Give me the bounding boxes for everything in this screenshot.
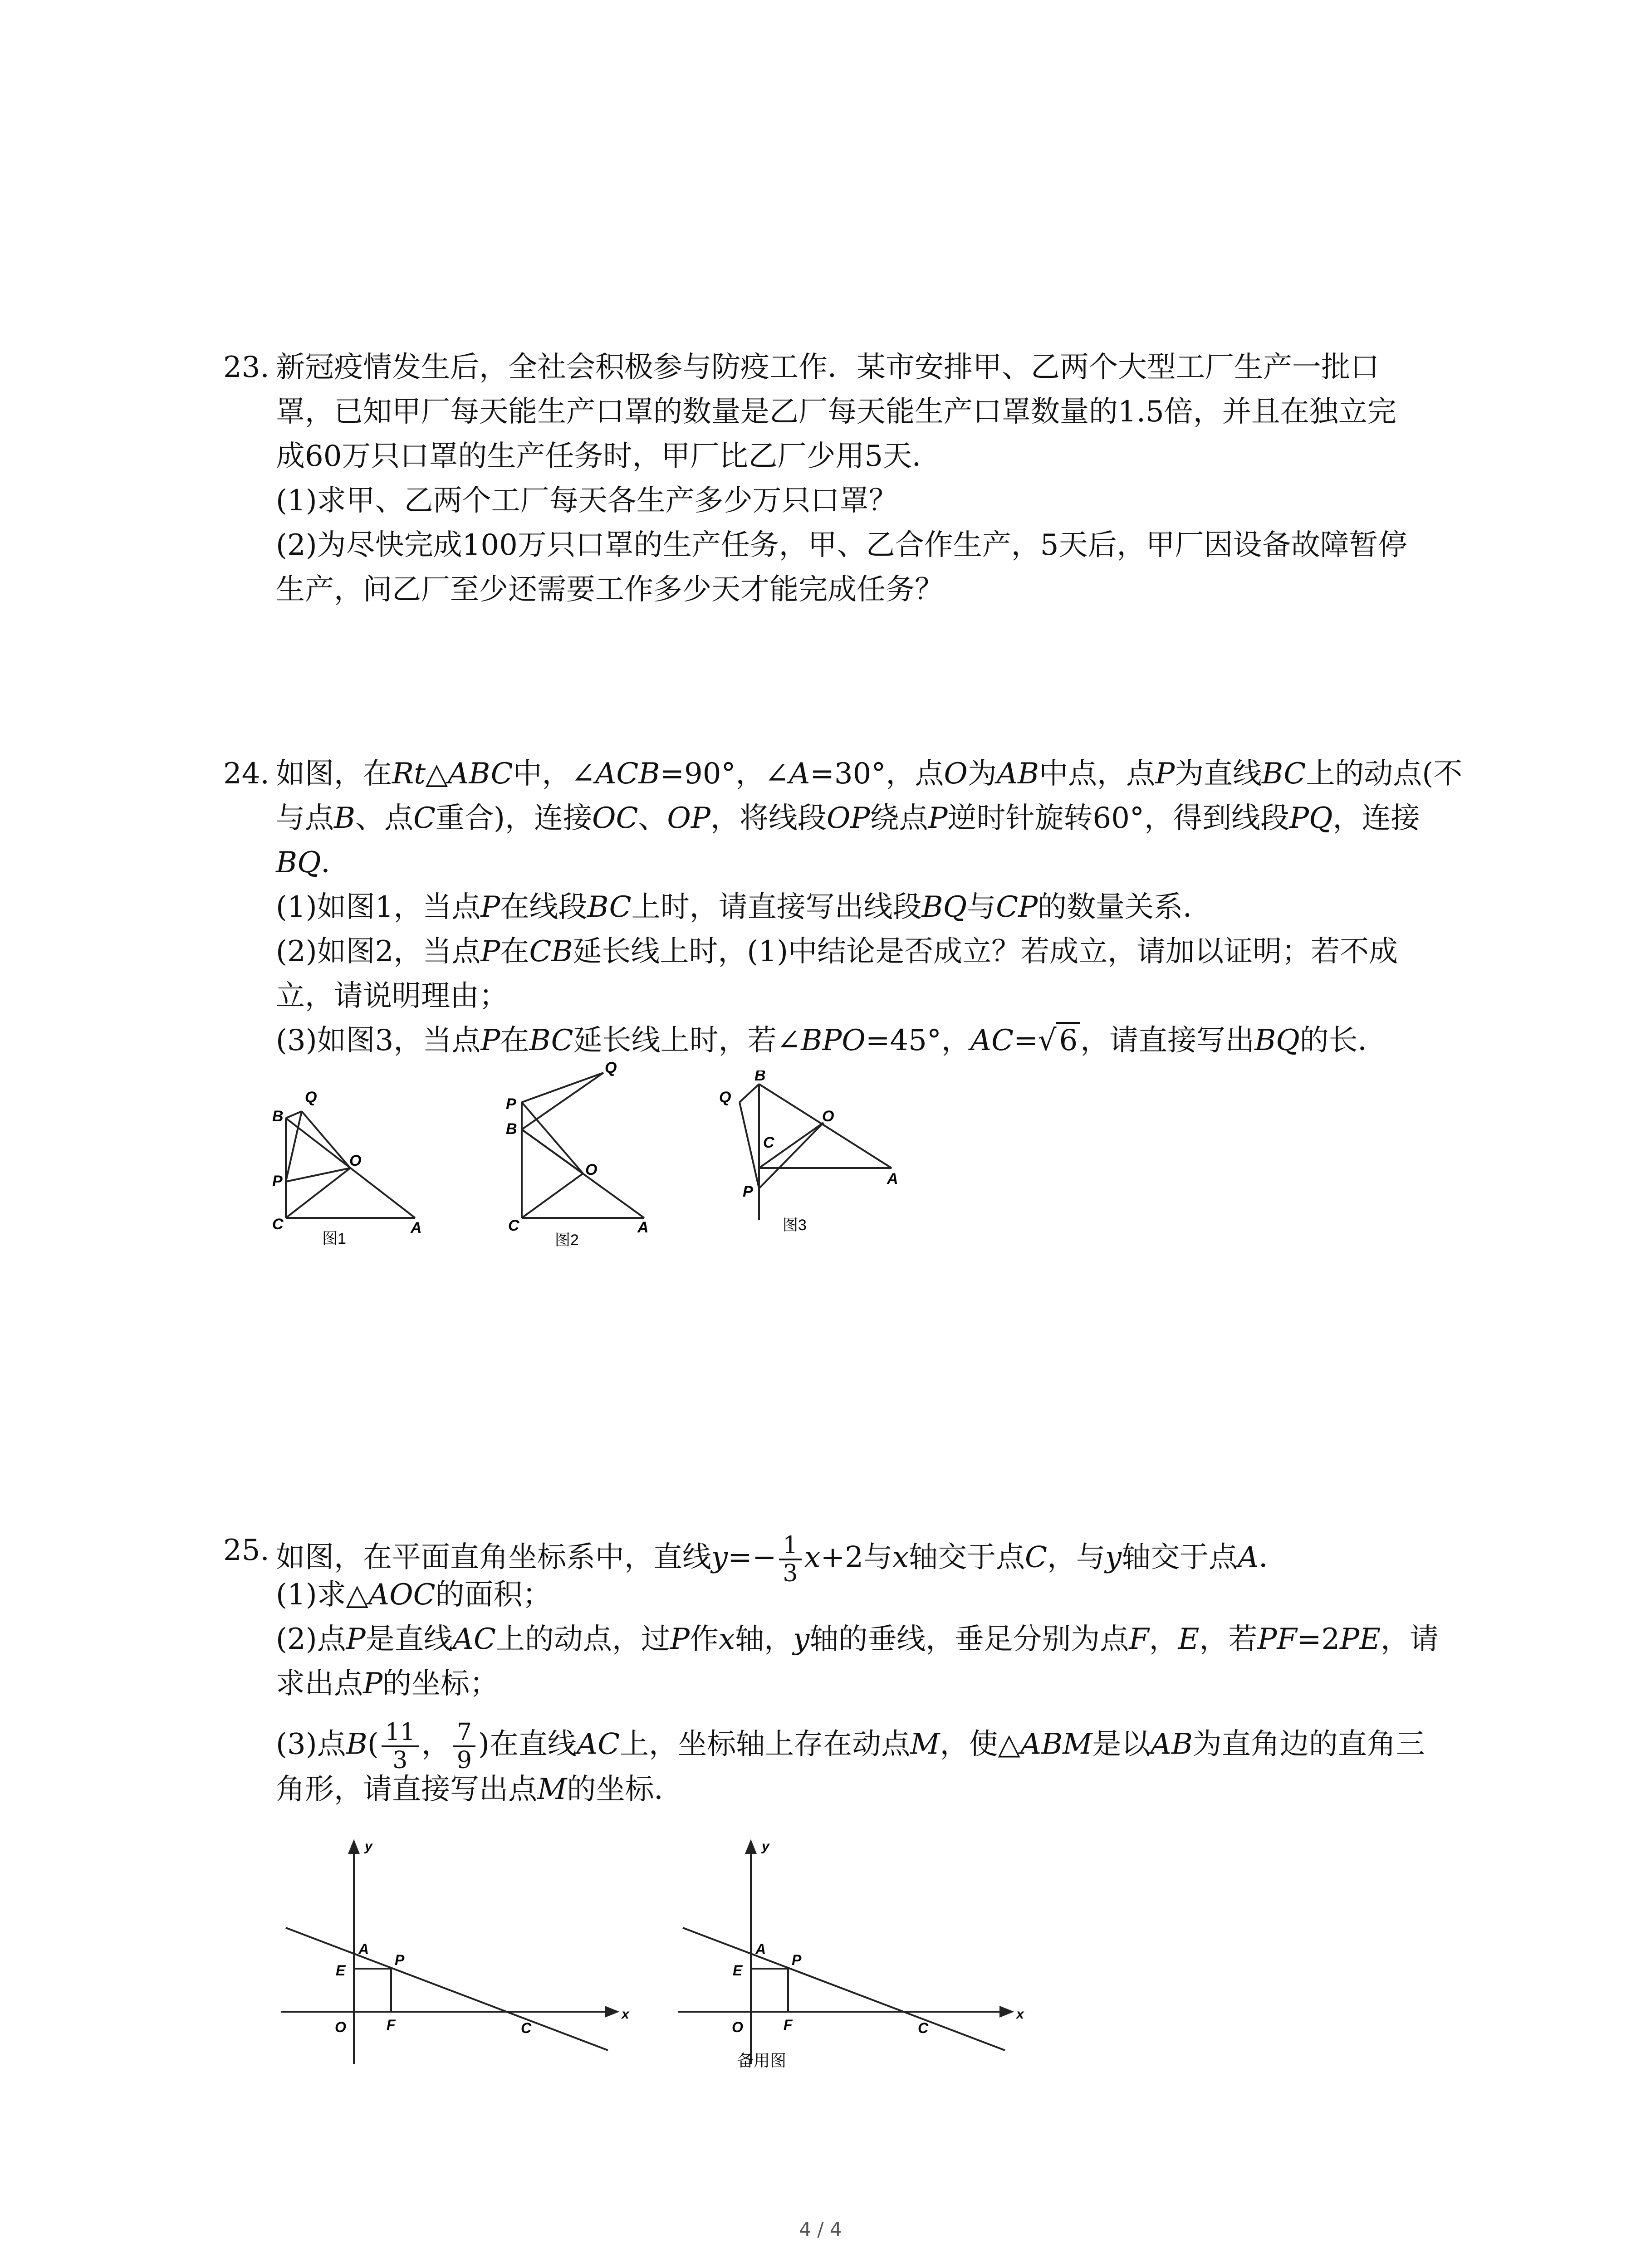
q24-line-3: BQ． [276,846,350,880]
q23-part-1: (1)求甲、乙两个工厂每天各生产多少万只口罩？ [276,484,898,518]
point-label-p: P [395,1952,405,1968]
q23-line-2: 罩，已知甲厂每天能生产口罩的数量是乙厂每天能生产口罩数量的1.5倍，并且在独立完 [276,395,1396,429]
point-label-c: C [918,2020,929,2036]
point-label-q: Q [305,1089,317,1106]
figure-caption: 图3 [783,1217,807,1234]
q24-figure-1 [254,1084,445,1252]
point-label-a: A [755,1941,766,1957]
q25-part-3: (3)点B( $\frac{11}{3}$ ， $\frac{7}{9}$ )在直线AC上，坐标轴上存在动点M，使△ABM是以AB为直角边的直角三 [276,1719,1425,1774]
point-label-e: E [733,1962,743,1979]
figure-caption: 图2 [555,1232,579,1249]
page-number: 4 / 4 [799,2218,842,2240]
point-label-o: O [585,1161,598,1178]
q23-line-3: 成60万只口罩的生产任务时，甲厂比乙厂少用5天． [276,440,941,473]
point-label-c: C [272,1216,284,1233]
q25-part-2: (2)点P是直线AC上的动点，过P作x轴，y轴的垂线，垂足分别为点F，E，若PF=2PE，请 [276,1623,1439,1656]
q24-part-2-cont: 立，请说明理由； [276,979,508,1013]
q23-part-2-cont: 生产，问乙厂至少还需要工作多少天才能完成任务？ [276,573,944,606]
q25-part-3-cont: 角形，请直接写出点M的坐标． [276,1773,683,1806]
point-label-p: P [506,1095,516,1113]
q25-figure [272,1837,635,2073]
point-label-e: E [336,1962,346,1979]
point-label-o: O [732,2019,743,2035]
point-label-c: C [508,1217,519,1234]
point-label-p: P [792,1952,802,1968]
axis-label-x: x [622,2007,629,2022]
point-label-a: A [887,1170,898,1188]
q25-backup-figure [669,1837,1032,2118]
q24-part-1: (1)如图1，当点P在线段BC上时，请直接写出线段BQ与CP的数量关系． [276,890,1212,924]
point-label-c: C [521,2020,532,2036]
point-label-o: O [822,1108,834,1125]
point-label-a: A [637,1219,649,1236]
point-label-b: B [506,1120,517,1138]
point-label-p: P [272,1173,283,1190]
q25-part-2-cont: 求出点P的坐标； [276,1667,499,1701]
point-label-q: Q [605,1059,617,1076]
question-number: 24. [223,757,269,791]
sqrt-6: √6 [1038,1022,1081,1059]
question-number: 23. [223,351,269,384]
axis-label-y: y [762,1839,769,1854]
point-label-b: B [754,1070,766,1084]
q24-part-2: (2)如图2，当点P在CB延长线上时，(1)中结论是否成立？若成立，请加以证明；若不成 [276,935,1398,968]
q24-line-2: 与点B、点C重合)，连接OC、OP，将线段OP绕点P逆时针旋转60°，得到线段PQ，连接 [276,802,1420,835]
point-label-o: O [335,2019,346,2035]
fraction-one-third: $\frac{1}{3}$ [779,1532,801,1587]
point-label-a: A [358,1941,369,1957]
point-label-p: P [743,1183,753,1200]
fraction-7-9: $\frac{7}{9}$ [453,1719,475,1774]
point-label-c: C [763,1134,774,1151]
fraction-11-3: $\frac{11}{3}$ [382,1719,419,1774]
point-label-b: B [272,1108,284,1125]
q24-figure-2 [501,1059,710,1254]
point-label-o: O [349,1152,362,1169]
q25-line-1: 如图，在平面直角坐标系中，直线y=− $\frac{1}{3}$ x+2与x轴交于点C，与y轴交于点A． [276,1532,1288,1587]
q24-part-3: (3)如图3，当点P在BC延长线上时，若∠BPO=45°，AC=√6，请直接写出BQ的长． [276,1022,1387,1059]
q25-part-1: (1)求△AOC的面积； [276,1578,552,1612]
point-label-f: F [784,2017,793,2033]
point-label-a: A [411,1219,422,1237]
figure-caption: 图1 [322,1230,346,1247]
q23-part-2: (2)为尽快完成100万只口罩的生产任务，甲、乙合作生产，5天后，甲厂因设备故障暂停 [276,528,1407,562]
question-number: 25. [223,1534,269,1567]
q24-figure-3 [710,1070,919,1252]
q23-line-1: 新冠疫情发生后，全社会积极参与防疫工作．某市安排甲、乙两个大型工厂生产一批口 [276,351,1379,384]
q24-line-1: 如图，在Rt△ABC中，∠ACB=90°，∠A=30°，点O为AB中点，点P为直线BC上的动点(不 [276,757,1463,791]
point-label-f: F [387,2017,396,2033]
axis-label-x: x [1016,2007,1024,2022]
axis-label-y: y [365,1839,372,1854]
point-label-q: Q [719,1089,731,1106]
figure-caption: 备用图 [737,2051,787,2070]
